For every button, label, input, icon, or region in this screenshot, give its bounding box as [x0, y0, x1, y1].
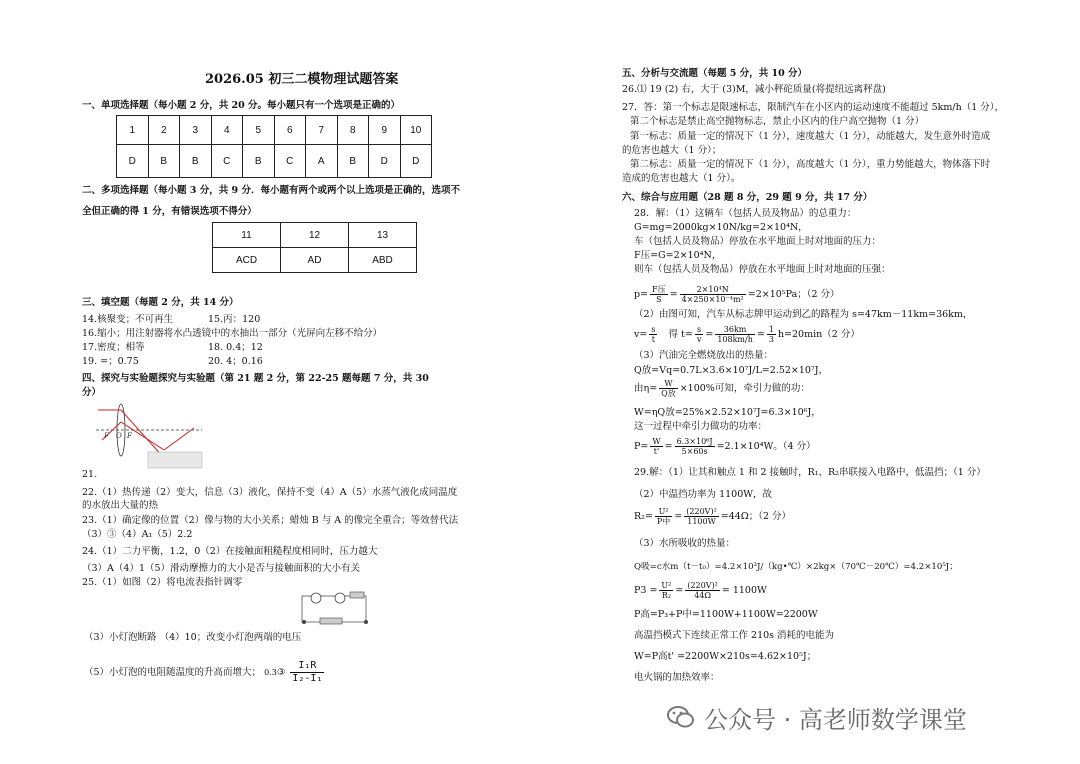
sec2-heading-line1: 二、多项选择题（每小题 3 分，共 9 分．每小题有两个或两个以上选项是正确的，选项不: [82, 185, 460, 196]
answer-25-circle: ③: [276, 667, 286, 678]
fraction-denominator: v: [696, 335, 702, 344]
q29-line5: Q吸=c水m（t－t₀）=4.2×10³J/（kg•℃）×2kg×（70℃－20℃）=4.2×10⁵J；: [634, 562, 958, 572]
answer-21: 21.: [82, 469, 98, 480]
answer-cell-1: D: [117, 145, 149, 178]
fraction: [659, 379, 678, 398]
fraction-denominator: 108km/h: [717, 335, 753, 344]
q-number-cell-5: 5: [243, 116, 275, 145]
fraction: [685, 581, 720, 600]
fraction: [650, 437, 662, 456]
fraction: [684, 507, 719, 526]
fraction-denominator: t': [653, 447, 660, 456]
answer-cell-2: B: [148, 145, 180, 178]
q28-line4: F压=G=2×10⁴N，: [634, 250, 722, 261]
fraction-numerator: U²: [661, 581, 672, 590]
fraction-denominator: t: [651, 335, 655, 344]
answer-27-line6: 造成的危害也越大（1 分）。: [622, 173, 741, 184]
formula-text: v=: [634, 329, 648, 340]
answer-cell-3: ABD: [349, 248, 417, 273]
q29-power3-formula: P3 = $\frac{\text{U²}}{\text{R₂}}$ = $\frac{\text{(220V)²}}{44\Omega}$ = 1100W: [634, 581, 767, 600]
q28-line10: Q放=Vq=0.7L×3.6×10⁷J/L=2.52×10⁷J，: [634, 365, 829, 376]
fraction: [659, 581, 673, 600]
sec4-heading-line2: 分）: [82, 387, 102, 398]
q-number-cell-2: 12: [281, 223, 349, 248]
sec6-heading: 六、综合与应用题（28 题 8 分，29 题 9 分，共 17 分）: [622, 192, 873, 203]
q29-line1: 29.解：（1）让其和触点 1 和 2 接触时，R₁、R₂串联接入电路中，低温挡；（1 分）: [634, 467, 986, 478]
answer-cell-1: ACD: [213, 248, 281, 273]
fraction-denominator: 4×250×10⁻⁴m²: [681, 295, 744, 304]
single-choice-table: [116, 115, 432, 178]
fraction-denominator: 44Ω: [694, 591, 711, 600]
q28-power-formula: P= $\frac{W}{t'}$ = $\frac{\text{6.3×10⁶J}}{5\times 60s}$ =2.1×10⁴W。（4 分）: [634, 437, 816, 456]
fraction-numerator: 2×10⁴N: [680, 285, 746, 295]
q28-line7: （2）由图可知，汽车从标志牌甲运动到乙的路程为 s=47km－11km=36km，: [634, 309, 973, 320]
page-title: 2026.05 初三二模物理试题答案: [205, 72, 399, 87]
answer-27-line3: 第一标志：质量一定的情况下（1 分），速度越大（1 分），动能越大，发生意外时造成: [630, 131, 991, 142]
fraction: [680, 285, 746, 304]
formula-text: p=: [634, 289, 649, 300]
formula-text: =2×10⁵Pa；（2 分）: [747, 289, 840, 300]
answer-20: 20. 4；0.16: [208, 356, 263, 367]
fraction-numerator: I₁R: [290, 660, 324, 673]
answer-25-line3: [84, 660, 326, 685]
answer-14: 14.核聚变；不可再生: [82, 314, 174, 325]
q28-line12: W=ηQ放=25%×2.52×10⁷J=6.3×10⁶J，: [634, 407, 821, 418]
fraction-numerator: 36km: [715, 325, 755, 335]
formula-text: =: [705, 329, 714, 340]
fraction-numerator: W: [652, 437, 661, 446]
formula-text: R₂=: [634, 511, 653, 522]
fraction-numerator: U²: [655, 507, 672, 517]
q-number-cell-7: 7: [306, 116, 338, 145]
q29-line9: W=P高t' =2200W×210s=4.62×10⁵J；: [634, 651, 817, 662]
fraction: [649, 325, 657, 344]
answer-cell-9: D: [369, 145, 401, 178]
q28-line9: （3）汽油完全燃烧放出的热量：: [634, 350, 774, 361]
q-number-cell-3: 13: [349, 223, 417, 248]
answer-25-line2: （3）小灯泡断路 （4）10；改变小灯泡两端的电压: [84, 632, 302, 643]
fraction: [650, 285, 668, 304]
answer-25-line1: 25.（1）如图（2）将电流表指针调零: [82, 577, 243, 588]
answer-25-text: （5）小灯泡的电阻随温度的升高而增大；: [84, 667, 262, 678]
q28-line5: 则车（包括人员及物品）停放在水平地面上时对地面的压强：: [634, 264, 891, 275]
fraction-numerator: (220V)²: [686, 507, 717, 516]
fraction-denominator: I₂-I₁: [292, 673, 323, 684]
fraction: [767, 325, 776, 344]
fraction: [655, 507, 672, 526]
formula-text: ×100%可知，牵引力做的功：: [679, 383, 810, 394]
answer-23-line1: 23.（1）确定像的位置（2）像与物的大小关系；蜡烛 B 与 A 的像完全重合；等效替代法: [82, 515, 459, 526]
multi-choice-table: [212, 222, 417, 273]
fraction-numerator: 6.3×10⁶J: [676, 437, 713, 446]
formula-text: 得 t=: [668, 329, 693, 340]
answer-cell-3: B: [180, 145, 212, 178]
fraction-numerator: s: [651, 325, 656, 334]
answer-cell-5: B: [243, 145, 275, 178]
fraction-numerator: F压: [652, 285, 666, 294]
fraction-denominator: S: [656, 295, 662, 304]
q-number-cell-3: 3: [180, 116, 212, 145]
formula-text: h=20min（2 分）: [777, 329, 860, 340]
answer-25-fraction: [290, 660, 324, 685]
answer-27-line4: 的危害也越大（1 分）；: [622, 145, 722, 156]
answer-16: 16.缩小；用注射器将水凸透镜中的水抽出一部分（光屏向左移不给分）: [82, 328, 383, 339]
q-number-cell-6: 6: [274, 116, 306, 145]
q-number-cell-8: 8: [337, 116, 369, 145]
svg-text:O: O: [116, 432, 122, 440]
formula-text: P=: [634, 441, 649, 452]
answer-22-line1: 22.（1）热传递（2）变大，信息（3）液化，保持不变（4）A（5）水蒸气液化成同温度: [82, 487, 458, 498]
answer-27-line2: 第二个标志是禁止高空抛物标志，禁止小区内的住户高空抛物（1 分）: [630, 116, 925, 127]
answer-26: 26.⑴ 19 (2) 右，大于 (3)M，减小秤砣质量(将提纽远离秤盘): [622, 84, 886, 95]
answer-22-line2: 的水放出大量的热: [82, 500, 159, 511]
fraction: [675, 437, 715, 456]
answer-27-line1: 27．答：第一个标志是限速标志，限制汽车在小区内的运动速度不能超过 5km/h（1 分），: [622, 102, 1005, 113]
fraction-denominator: 3: [768, 335, 774, 344]
answer-24-line2: （3）A（4）1（5）滑动摩擦力的大小是否与接触面积的大小有关: [82, 563, 361, 574]
q29-line7: P高=P₃+P中=1100W+1100W=2200W: [634, 609, 818, 620]
sec2-heading-line2: 全但正确的得 1 分，有错误选项不得分）: [82, 206, 257, 217]
fraction-denominator: 1100W: [687, 517, 716, 526]
formula-text: =2.1×10⁴W。（4 分）: [716, 441, 816, 452]
q-number-cell-9: 9: [369, 116, 401, 145]
sec5-heading: 五、分析与交流题（每题 5 分，共 10 分）: [622, 68, 808, 79]
q28-speed-formula: v= $\frac{s}{t}$ 得 t= $\frac{s}{v}$ = $\frac{36km}{108km/h}$ = $\frac{1}{3}$ h=20min（2 分）: [634, 325, 860, 344]
answer-17: 17.密度；相等: [82, 342, 145, 353]
answer-cell-6: C: [274, 145, 306, 178]
q-number-cell-1: 11: [213, 223, 281, 248]
fraction-numerator: W: [659, 379, 678, 389]
q28-line3: 车（包括人员及物品）停放在水平地面上时对地面的压力：: [634, 236, 882, 247]
answer-27-line5: 第二标志：质量一定的情况下（1 分），高度越大（1 分），重力势能越大，物体落下时: [630, 159, 991, 170]
q29-line10: 电火锅的加热效率：: [634, 672, 720, 683]
q29-line4: （3）水所吸收的热量：: [634, 538, 736, 549]
q29-line8: 高温挡模式下连续正常工作 210s 消耗的电能为: [634, 630, 835, 641]
fraction: [695, 325, 704, 344]
q-number-cell-4: 4: [211, 116, 243, 145]
watermark-text: 公众号 · 高老师数学课堂: [704, 706, 967, 734]
svg-text:F: F: [104, 432, 109, 440]
answer-19: 19. =；0.75: [82, 356, 139, 367]
fraction-numerator: 1: [768, 325, 774, 334]
sec1-heading: 一、单项选择题（每小题 2 分，共 20 分。每小题只有一个选项是正确的）: [82, 100, 401, 111]
answer-18: 18. 0.4；12: [208, 342, 263, 353]
fraction-numerator: s: [695, 325, 704, 335]
q29-line2: （2）中温挡功率为 1100W，故: [634, 489, 773, 500]
answer-cell-10: D: [400, 145, 432, 178]
fraction-denominator: P中: [656, 517, 671, 526]
fraction: [715, 325, 755, 344]
fraction-denominator: 5×60s: [681, 447, 708, 456]
q29-resistance-formula: R₂= $\frac{\text{U²}}{\text{P中}}$ = $\frac{\text{(220V)²}}{1100W}$ =44Ω；（2 分）: [634, 507, 792, 526]
q-number-cell-1: 1: [117, 116, 149, 145]
answer-15: 15.丙：120: [208, 314, 261, 325]
q28-line2: G=mg=2000kg×10N/kg=2×10⁴N，: [634, 222, 808, 233]
q-number-cell-2: 2: [148, 116, 180, 145]
formula-text: = 1100W: [721, 585, 767, 596]
answer-25-value: 0.3: [264, 668, 277, 677]
svg-text:F: F: [127, 432, 132, 440]
q-number-cell-10: 10: [400, 116, 432, 145]
formula-text: 由η=: [634, 383, 658, 394]
circuit-diagram: [296, 590, 376, 634]
q28-efficiency-formula: [634, 376, 810, 402]
answer-24-line1: 24.（1）二力平衡，1.2，0（2）在接触面粗糙程度相同时，压力越大: [82, 546, 378, 557]
q28-pressure-formula: p= $\frac{\text{F压}}{S}$ = $\frac{\text{2×10⁴N}}{\text{4×250×10⁻⁴m²}}$ =2×10⁵Pa；（2 分）: [634, 285, 840, 304]
sec3-heading: 三、填空题（每题 2 分，共 14 分）: [82, 297, 239, 308]
fraction-denominator: Q放: [661, 389, 676, 398]
answer-cell-2: AD: [281, 248, 349, 273]
answer-cell-7: A: [306, 145, 338, 178]
answer-23-line2: （3）③（4）A₁（5）2.2: [82, 529, 193, 540]
sec4-heading-line1: 四、探究与实验题探究与实验题（第 21 题 2 分，第 22-25 题每题 7 分，共 30: [82, 373, 429, 384]
fraction-denominator: R₂: [661, 591, 672, 600]
q28-line13: 这一过程中牵引力做功的功率：: [634, 421, 768, 432]
lens-ray-diagram: [94, 400, 204, 472]
q28-line1: 28．解：（1）这辆车（包括人员及物品）的总重力：: [634, 208, 857, 219]
fraction-numerator: (220V)²: [687, 581, 718, 590]
formula-text: P3 =: [634, 585, 658, 596]
answer-cell-4: C: [211, 145, 243, 178]
answer-cell-8: B: [337, 145, 369, 178]
formula-text: =44Ω；（2 分）: [720, 511, 792, 522]
wechat-official-account-icon: [666, 704, 696, 730]
